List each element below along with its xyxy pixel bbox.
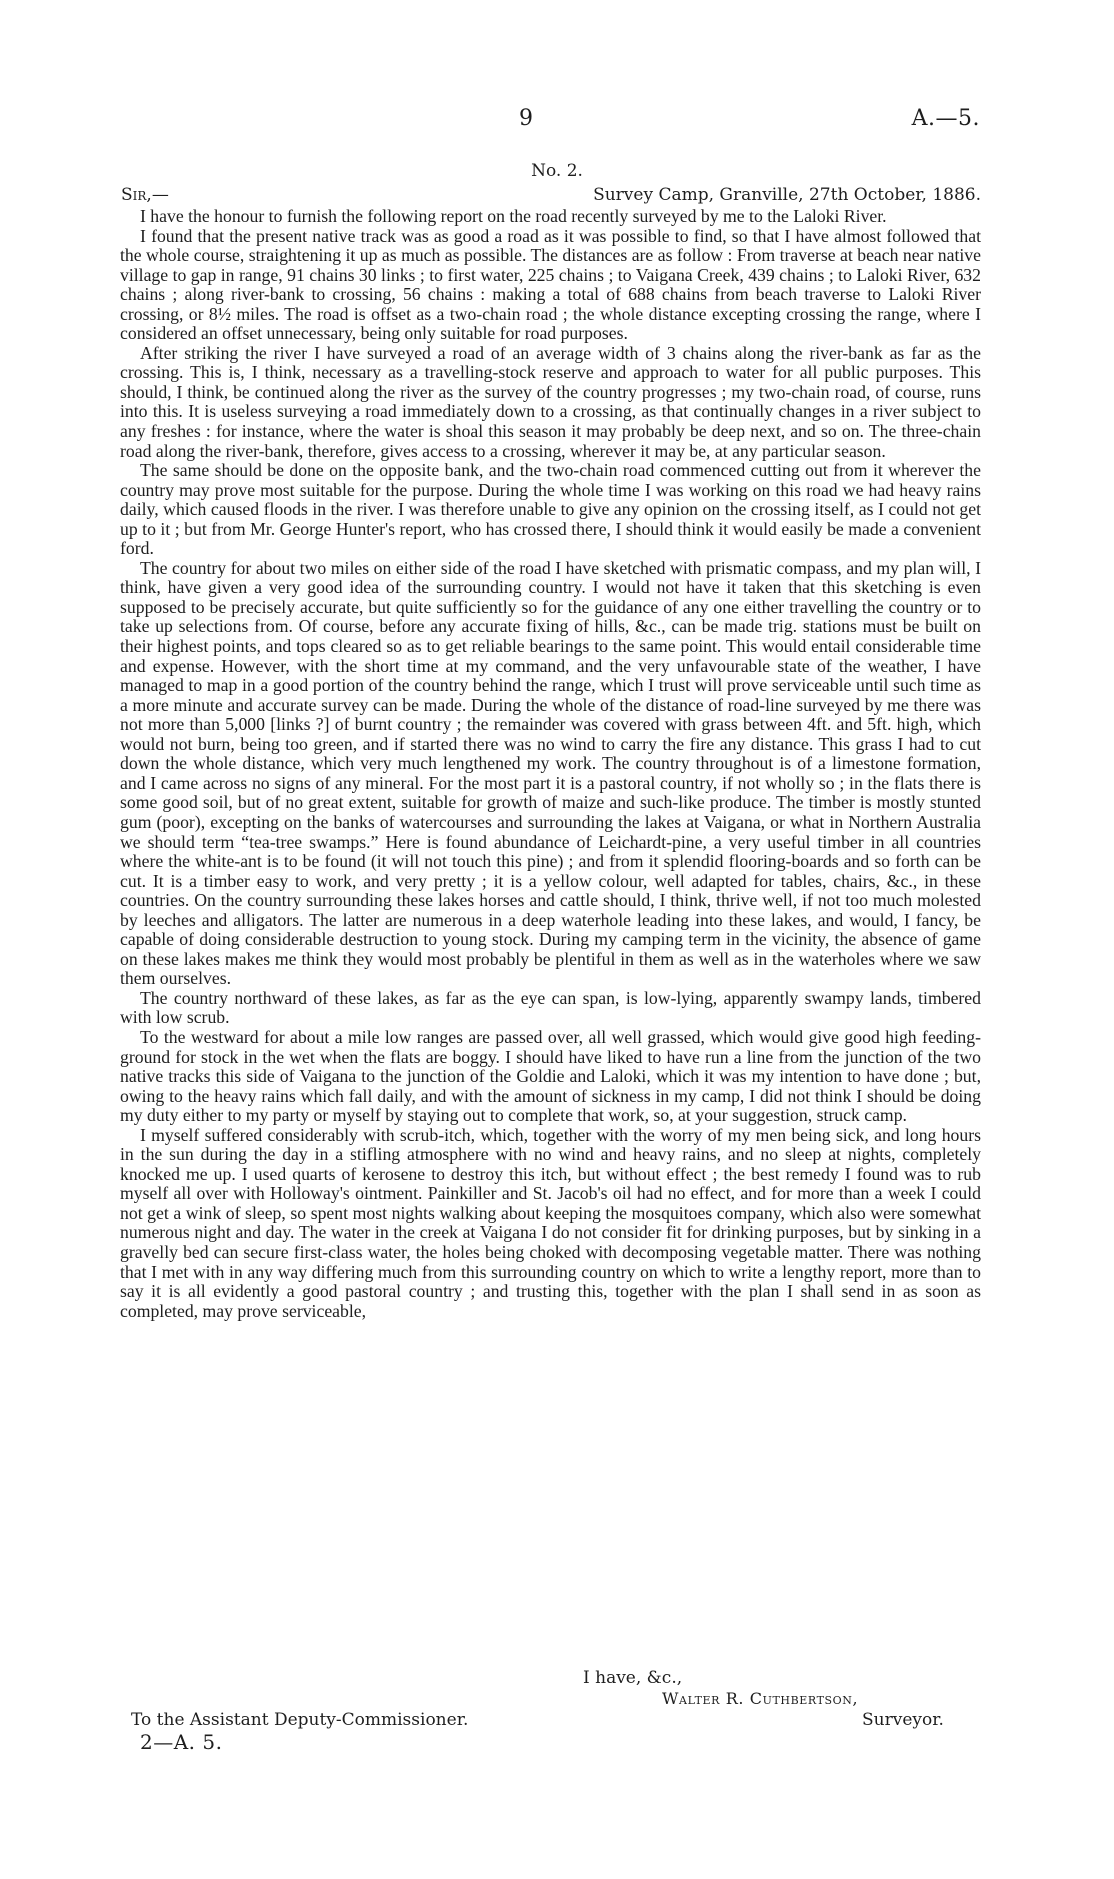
paragraph: I myself suffered considerably with scrub-itch, which, together with the worry of my men being sick, and long hours in the sun during the day in a stifling atmosphere with no wind and heavy rains, and no sleep at nights, completely knocked me up. I used quarts of kerosene to destroy this itch, but without effect ; the best remedy I found was to rub myself all over with Holloway's ointment. Painkiller and St. Jacob's oil had no effect, and for more than a week I could not get a wink of sleep, so spent most nights walking about keeping the mosquitoes company, which also were somewhat numerous night and day. The water in the creek at Vaigana I do not consider fit for drinking purposes, but by sinking in a gravelly bed can secure first-class water, the holes being choked with decomposing vegetable matter. There was nothing that I met with in any way differing much from this surrounding country on which to write a lengthy report, more than to say it is all evidently a good pastoral country ; and trusting this, together with the plan I shall send in as soon as completed, may prove serviceable, bbox=[120, 1124, 981, 1321]
document-reference: A.—5. bbox=[911, 106, 980, 131]
signature-title: Surveyor. bbox=[862, 1710, 944, 1730]
closing-phrase: I have, &c., bbox=[583, 1668, 683, 1688]
signature-name: Walter R. Cuthbertson, bbox=[662, 1689, 859, 1708]
addressee: To the Assistant Deputy-Commissioner. bbox=[131, 1710, 469, 1730]
letter-body bbox=[120, 207, 981, 1321]
paragraph: The same should be done on the opposite bank, and the two-chain road commenced cutting out from it wherever the country may prove most suitable for the purpose. During the whole time I was working on this road we had heavy rains daily, which caused floods in the river. I was therefore unable to give any opinion on the crossing itself, as I could not get up to it ; but from Mr. George Hunter's report, who has crossed there, I should think it would easily be made a convenient ford. bbox=[120, 460, 981, 559]
document-number: No. 2. bbox=[531, 161, 583, 181]
paragraph: After striking the river I have surveyed a road of an average width of 3 chains along the river-bank as far as the crossing. This is, I think, necessary as a travelling-stock reserve and approach to water for all public purposes. This should, I think, be continued along the river as the survey of the country progresses ; my two-chain road, of course, runs into this. It is useless surveying a road immediately down to a crossing, as that continually changes in a river subject to any freshes : for instance, where the water is shoal this season it may probably be deep next, and so on. The three-chain road along the river-bank, therefore, gives access to a crossing, wherever it may be, at any particular season. bbox=[120, 342, 981, 461]
page-header bbox=[0, 106, 1114, 136]
paragraph: To the westward for about a mile low ranges are passed over, all well grassed, which would give good high feeding-ground for stock in the wet when the flats are boggy. I should have liked to have run a line from the junction of the two native tracks this side of Vaigana to the junction of the Goldie and Laloki, which it was my intention to have done ; but, owing to the heavy rains which fall daily, and with the amount of sickness in my camp, I did not think I should be doing my duty either to my party or myself by staying out to complete that work, so, at your suggestion, struck camp. bbox=[120, 1026, 981, 1126]
page-number: 9 bbox=[519, 106, 533, 131]
paragraph: I have the honour to furnish the following report on the road recently surveyed by me to the Laloki River. bbox=[140, 206, 887, 226]
sheet-mark: 2—A. 5. bbox=[140, 1730, 223, 1754]
salutation: Sir,— bbox=[121, 185, 169, 205]
place-date: Survey Camp, Granville, 27th October, 1886. bbox=[593, 185, 981, 205]
paragraph: The country northward of these lakes, as far as the eye can span, is low-lying, apparently swampy lands, timbered with low scrub. bbox=[120, 987, 981, 1028]
salutation-line bbox=[121, 185, 981, 207]
paragraph: I found that the present native track was as good a road as it was possible to find, so that I have almost followed that the whole course, straightening it up as much as possible. The distances are as follow : From traverse at beach near native village to gap in range, 91 chains 30 links ; to first water, 225 chains ; to Vaigana Creek, 439 chains ; to Laloki River, 632 chains ; along river-bank to crossing, 56 chains : making a total of 688 chains from beach traverse to Laloki River crossing, or 8½ miles. The road is offset as a two-chain road ; the whole distance excepting crossing the range, where I considered an offset unnecessary, being only suitable for road purposes. bbox=[120, 225, 981, 344]
paragraph: The country for about two miles on either side of the road I have sketched with prismatic compass, and my plan will, I think, have given a very good idea of the surrounding country. I would not have it taken that this sketching is even supposed to be precisely accurate, but quite sufficiently so for the guidance of any one either travelling the country or to take up selections from. Of course, before any accurate fixing of hills, &c., can be made trig. stations must be built on their highest points, and tops cleared so as to get reliable bearings to the same point. This would entail considerable time and expense. However, with the short time at my command, and the very unfavourable state of the weather, I have managed to map in a good portion of the country behind the range, which I trust will prove serviceable until such time as a more minute and accurate survey can be made. During the whole of the distance of road-line surveyed by me there was not more than 5,000 [links ?] of burnt country ; the remainder was covered with grass between 4ft. and 5ft. high, which would not burn, being too green, and if started there was no wind to carry the fire any distance. This grass I had to cut down the whole distance, which very much lengthened my work. The country throughout is of a limestone formation, and I came across no signs of any mineral. For the most part it is a pastoral country, if not wholly so ; in the flats there is some good soil, but of no great extent, suitable for growth of maize and such-like produce. The timber is mostly stunted gum (poor), excepting on the banks of watercourses and surrounding the lakes at Vaigana, or what in Northern Australia we should term “tea-tree swamps.” Here is found abundance of Leichardt-pine, a very useful timber in all countries where the white-ant is to be found (it will not touch this pine) ; and from it splendid flooring-boards and so forth can be cut. It is a timber easy to work, and very pretty ; it is a yellow colour, well adapted for tables, chairs, &c., in these countries. On the country surrounding these lakes horses and cattle should, I think, thrive well, if not too much molested by leeches and alligators. The latter are numerous in a deep waterhole leading into these lakes, and would, I fancy, be capable of doing considerable destruction to young stock. During my camping term in the vicinity, the absence of game on these lakes makes me think they would most probably be plentiful in them as well as in the waterholes where we saw them ourselves. bbox=[120, 557, 981, 989]
